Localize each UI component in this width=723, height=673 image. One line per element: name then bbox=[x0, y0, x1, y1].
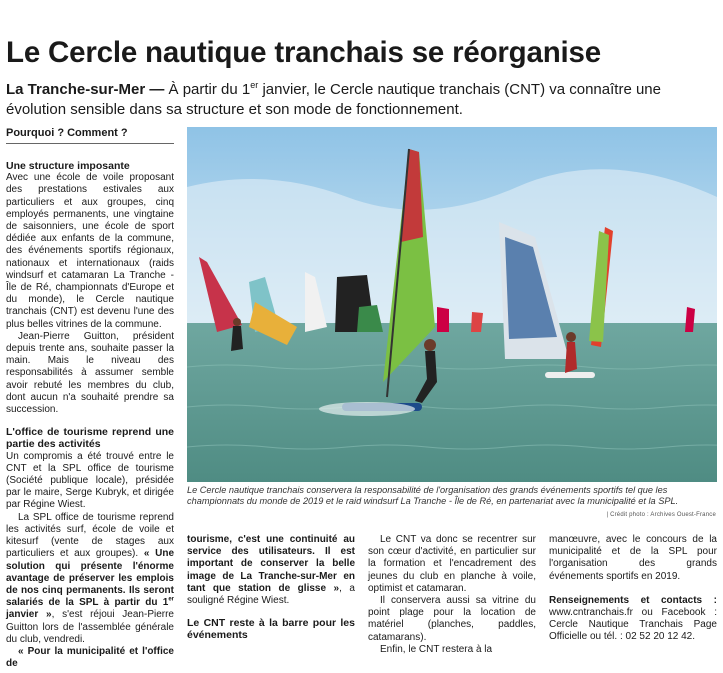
column-1 bbox=[6, 158, 174, 670]
col2-p1-a: tourisme, c'est une continuité au service des utilisateurs. Il est important de conserver la belle image de La Tranche-sur-Mer en tant que station de glisse » bbox=[187, 534, 355, 594]
column-2 bbox=[187, 534, 355, 642]
column-4 bbox=[549, 534, 717, 644]
lead-place: La Tranche-sur-Mer — bbox=[6, 81, 165, 98]
section-title: Pourquoi ? Comment ? bbox=[6, 127, 174, 144]
article-headline: Le Cercle nautique tranchais se réorganise bbox=[6, 36, 601, 69]
lead-text-b: janvier, le Cercle nautique tranchais (CNT) va connaître une évolution sensible dans sa structure et son mode de fonctionnement. bbox=[6, 81, 661, 118]
spray bbox=[319, 402, 415, 416]
lead-text-a: À partir du 1 bbox=[164, 81, 251, 98]
col2-paragraph-1 bbox=[187, 534, 355, 607]
col4-paragraph-1: manœuvre, avec le concours de la municipalité et de la SPL pour l'organisation des grands événements sportifs en 2019. bbox=[549, 534, 717, 582]
sea bbox=[187, 323, 717, 482]
col3-paragraph-1: Le CNT va donc se recentrer sur son cœur d'activité, en particulier sur la formation et l'encadrement des jeunes du club en planche à voile, optimist et catamaran. bbox=[368, 534, 536, 594]
article-photo bbox=[187, 127, 717, 482]
col1-p5-a: « Pour la municipalité et l'office de bbox=[6, 645, 174, 670]
column-3 bbox=[368, 534, 536, 656]
col1-p4-sup: er bbox=[168, 596, 174, 603]
col1-paragraph-4 bbox=[6, 512, 174, 646]
col1-p4-c: janvier » bbox=[6, 609, 52, 621]
subhead-office: L'office de tourisme reprend une partie des activités bbox=[6, 426, 174, 451]
col3-paragraph-2: Il conservera aussi sa vitrine du point plage pour la location de matériel (planches, paddles, catamarans). bbox=[368, 595, 536, 643]
col4-paragraph-2 bbox=[549, 595, 717, 644]
subhead-structure: Une structure imposante bbox=[6, 160, 130, 172]
col4-p2-b: www.cntranchais.fr ou Facebook : Cercle Nautique Tranchais Page Officielle ou tél. : 02 52 20 12 42. bbox=[549, 607, 717, 643]
subhead-events: Le CNT reste à la barre pour les événements bbox=[187, 617, 355, 642]
col1-paragraph-3: Un compromis a été trouvé entre le CNT et la SPL office de tourisme (Société publique locale), présidée par le maire, Serge Kubryk, et dirigée par Régine Wiest. bbox=[6, 450, 174, 511]
article-lead bbox=[6, 75, 718, 120]
col3-paragraph-3: Enfin, le CNT restera à la bbox=[380, 643, 493, 655]
col1-paragraph-1: Avec une école de voile proposant des prestations estivales aux particuliers et aux groupes, cinq employés permanents, une vingtaine de saisonniers, une école de sport dédiée aux enfants de la commune, des événements sportifs régionaux, nationaux et internationaux (raids windsurf et catamaran La Tranche - Île de Ré, championnats d'Europe et du monde), le Cercle nautique tranchais (CNT) est devenu l'une des plus belles vitrines de la commune. bbox=[6, 172, 174, 330]
lead-sup: er bbox=[250, 80, 259, 90]
col1-p4-d: , s'est réjoui Jean-Pierre Guitton lors de l'assemblée générale du club, vendredi. bbox=[6, 609, 174, 645]
col1-paragraph-2: Jean-Pierre Guitton, président depuis trente ans, souhaite passer la main. Mais le niveau des responsabilités à assumer semble avoir rebuté les membres du club, dont aucun n'a souhaité prendre sa succession. bbox=[6, 330, 174, 416]
windsurf-photo bbox=[187, 127, 717, 482]
col1-p4-b: « Une solution qui présente l'énorme avantage de préserver les emplois de nos cinq permanents. Ils seront salariés de la SPL à partir du 1 bbox=[6, 548, 175, 609]
col1-paragraph-5 bbox=[6, 646, 174, 670]
col2-p1-b: , a souligné Régine Wiest. bbox=[187, 582, 355, 607]
photo-caption: Le Cercle nautique tranchais conservera la responsabilité de l'organisation des grands événements sportifs tel que les championnats du monde de 2019 et le raid windsurf La Tranche - Île de Ré, en partenariat avec la municipalité et la SPL. bbox=[187, 485, 679, 506]
col1-p4-a: La SPL office de tourisme reprend les activités surf, école de voile et kitesurf (vente de stages aux particuliers et aux groupes). bbox=[6, 511, 174, 560]
photo-credit: | Crédit photo : Archives Ouest-France bbox=[606, 512, 716, 518]
col4-p2-a: Renseignements et contacts : bbox=[549, 594, 717, 606]
